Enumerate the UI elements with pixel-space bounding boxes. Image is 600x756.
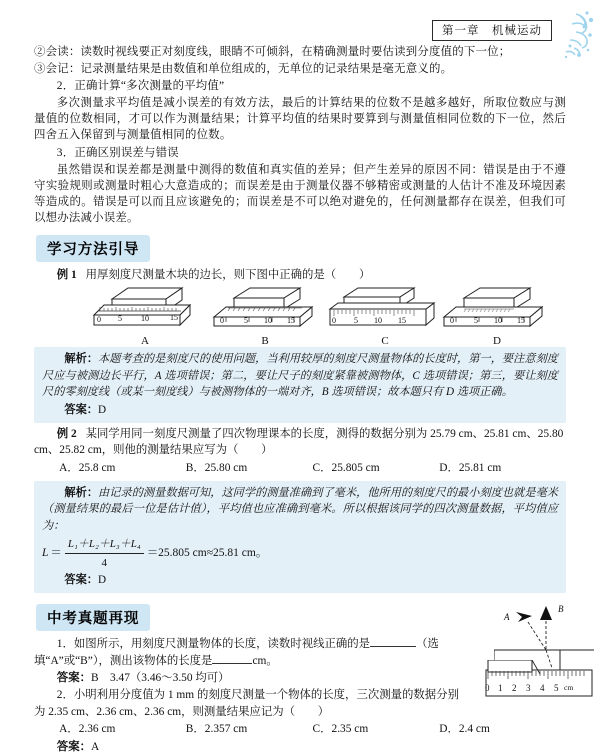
question-1-text-b: （选填“A”或“B”），测出该物体的长度是 (34, 638, 439, 667)
question-1-blank-1[interactable] (370, 646, 416, 647)
example-1-label: 例 1 (56, 269, 77, 282)
analysis-2-text: 由记录的测量数据可知，这同学的测量准确到了毫米，他所用的刻度尺的最小刻度也就是毫米（测量结果的最后一位是估计值），平均值也应准确到毫米。所以根据该同学的四次测量数据，平均值应为： (42, 486, 558, 532)
option-d[interactable]: D．25.81 cm (439, 461, 502, 474)
svg-text:15: 15 (287, 316, 295, 326)
svg-text:2: 2 (512, 683, 517, 693)
figure-option-c (326, 285, 444, 348)
analysis-2-answer-row (42, 572, 558, 588)
intro-paragraph-2: 多次测量求平均值是减小误差的有效方法，最后的计算结果的位数不是越多越好，所取位数应与测量值的位数相同，才可以作为测量结果；计算平均值的结果时要算到与测量值相同位数的下一位，然后四舍五入保留到与测量值相同的位数。 (34, 97, 566, 142)
page-header (0, 10, 600, 44)
analysis-1-text: 本题考查的是刻度尺的使用问题，当利用较厚的刻度尺测量物体的长度时，第一，要注意刻度尺应与被测边长平行，A 选项错误；第二，要让尺子的刻度紧靠被测物体，C 选项错误；第三，要让刻度尺的零刻度线（或某一刻度线）与被测物体的一端对齐，B 选项错误；故本题只有 D 选项正确。 (42, 353, 558, 399)
chapter-title: 第一章 机械运动 (432, 20, 552, 41)
example-1-text: 用厚刻度尺测量木块的边长，则下图中正确的是（ ） (85, 269, 371, 282)
example-2-label: 例 2 (56, 428, 77, 441)
question-1-text-c: cm。 (252, 654, 278, 667)
example-2-options (34, 460, 566, 477)
question-2-answer-value: A (90, 740, 100, 753)
intro-heading-2: 2．正确计算“多次测量的平均值” (56, 80, 225, 93)
svg-text:3: 3 (526, 683, 531, 693)
intro-heading-3: 3．正确区别误差与错误 (56, 146, 179, 159)
svg-text:15: 15 (170, 313, 178, 323)
formula-numerator: L₁＋L₂＋L₃＋L₄ (65, 536, 144, 553)
question-1-answer-value: B 3.47（3.46～3.50 均可） (90, 672, 230, 685)
example-1-figure-row (34, 285, 566, 348)
question-2-number: 2． (56, 689, 74, 702)
option-a[interactable]: A．25.8 cm (59, 461, 116, 474)
question-1-number: 1． (56, 638, 74, 651)
svg-text:10: 10 (494, 316, 502, 326)
svg-text:1: 1 (498, 683, 503, 693)
formula-result: ＝25.805 cm≈25.81 cm。 (146, 547, 268, 560)
svg-text:5: 5 (554, 683, 559, 693)
average-formula: L ＝ $\frac{\text{L₁＋L₂＋L₃＋L₄}}{4}$ ＝25.805 cm≈25.81 cm。 (42, 536, 558, 571)
question-2-body: 小明利用分度值为 1 mm 的刻度尺测量一个物体的长度，三次测量的数据分别为 2.35 cm、2.36 cm、2.36 cm，则测量结果应记为（ ） (34, 689, 459, 718)
example-2-prompt (34, 426, 566, 459)
figure-option-b (206, 285, 324, 348)
analysis-2-answer-value: D (97, 573, 107, 586)
svg-text:B: B (558, 604, 564, 614)
formula-lhs: L (42, 547, 49, 560)
svg-text:5: 5 (474, 316, 478, 326)
analysis-1-answer-row (42, 402, 558, 418)
question-1-text-a: 如图所示，用刻度尺测量物体的长度，读数时视线正确的是 (73, 638, 371, 651)
svg-text:10: 10 (141, 314, 149, 324)
svg-text:15: 15 (398, 316, 406, 326)
svg-text:0: 0 (97, 315, 101, 325)
question-2-options (34, 721, 566, 738)
svg-text:5: 5 (244, 316, 248, 326)
svg-text:0: 0 (450, 316, 454, 326)
figure-caption-b: B (261, 335, 269, 348)
figure-option-a (86, 285, 204, 348)
section-banner-exam-questions: 中考真题再现 (36, 604, 150, 631)
q2-option-d[interactable]: D．2.4 cm (439, 722, 490, 735)
q2-option-b[interactable]: B．2.357 cm (185, 722, 248, 735)
formula-fraction (65, 536, 144, 571)
question-1-answer-label: 答案： (56, 672, 91, 685)
svg-text:10: 10 (264, 316, 272, 326)
question-2-answer-label: 答案： (56, 740, 91, 753)
analysis-1-label: 解析： (64, 353, 99, 366)
analysis-1-answer-label: 答案： (64, 403, 98, 416)
question-1-blank-2[interactable] (212, 663, 252, 664)
figure-caption-d: D (493, 335, 501, 348)
analysis-2-label: 解析： (64, 486, 99, 499)
intro-line-2: ③会记：记录测量结果是由数值和单位组成的，无单位的记录结果是毫无意义的。 (34, 63, 453, 76)
question-2-answer-row (34, 739, 566, 756)
svg-text:4: 4 (540, 683, 545, 693)
tilted-eye-arrow-icon (516, 612, 532, 622)
example-2-analysis-box (34, 481, 566, 593)
example-2-text: 某同学用同一刻度尺测量了四次物理课本的长度，测得的数据分别为 25.79 cm、25.81 cm、25.80 cm、25.82 cm，则他的测量结果应写为（ ） (34, 428, 564, 457)
svg-text:0: 0 (485, 683, 490, 693)
figure-caption-c: C (381, 335, 389, 348)
svg-text:5: 5 (354, 316, 358, 326)
vertical-eye-arrow-icon (540, 606, 552, 620)
figure-caption-a: A (141, 335, 149, 348)
question-1-text (34, 636, 464, 669)
intro-paragraph-3: 虽然错误和误差都是测量中测得的数值和真实值的差异；但产生差异的原因不同：错误是由于不遵守实验规则或测量时粗心大意造成的；而误差是由于测量仪器不够精密或测量的人估计不准及环境因素等造成的。错误是可以而且应该避免的；而误差是不可以绝对避免的，任何测量都存在误差，但我们可以想办法减小误差。 (34, 163, 566, 224)
svg-text:cm: cm (564, 683, 574, 692)
analysis-2-answer-label: 答案： (64, 573, 98, 586)
question-2-figure (484, 660, 596, 704)
example-1-prompt (34, 267, 566, 283)
svg-text:15: 15 (517, 316, 525, 326)
svg-text:0: 0 (220, 316, 224, 326)
q2-option-a[interactable]: A．2.36 cm (59, 722, 116, 735)
analysis-1-answer-value: D (97, 403, 107, 416)
svg-text:A: A (504, 612, 510, 622)
formula-denominator: 4 (101, 556, 108, 569)
option-b[interactable]: B．25.80 cm (185, 461, 248, 474)
section-banner-study-method: 学习方法引导 (36, 235, 150, 262)
question-2-text (34, 687, 466, 720)
svg-text:0: 0 (332, 316, 336, 326)
svg-text:5: 5 (118, 314, 122, 324)
figure-option-d (438, 285, 556, 348)
page-content (34, 44, 566, 756)
example-1-analysis-box (34, 347, 566, 423)
intro-line-1: ②会读：读数时视线要正对刻度线，眼睛不可倾斜，在精确测量时要估读到分度值的下一位； (34, 46, 511, 58)
option-c[interactable]: C．25.805 cm (312, 461, 380, 474)
svg-text:10: 10 (374, 316, 382, 326)
q2-option-c[interactable]: C．2.35 cm (312, 722, 369, 735)
